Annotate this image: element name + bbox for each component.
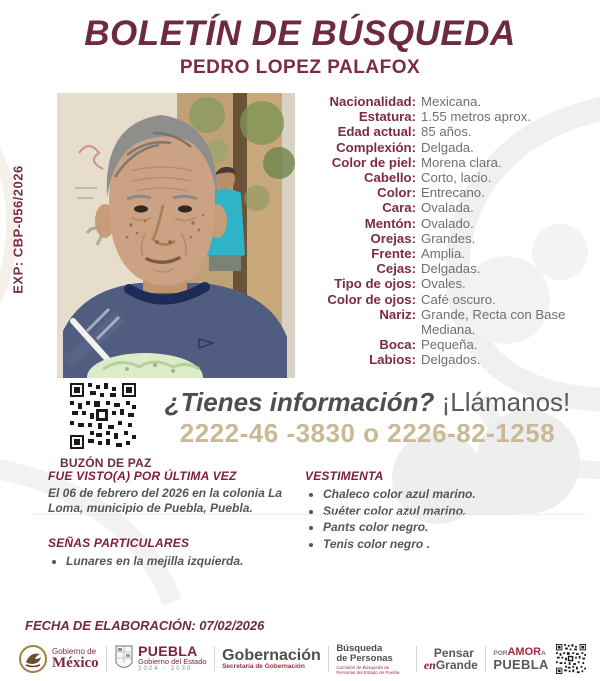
attribute-label: Tipo de ojos: bbox=[334, 276, 416, 292]
attribute-label: Color: bbox=[377, 185, 416, 201]
attribute-row bbox=[300, 292, 588, 307]
gobierno-mexico-logo bbox=[18, 644, 99, 674]
gobernacion-sub: Secretaría de Gobernación bbox=[222, 662, 305, 670]
clothing-item: • Suéter color azul marino. bbox=[323, 503, 587, 520]
attribute-row bbox=[300, 94, 588, 109]
attribute-label: Nacionalidad: bbox=[329, 94, 416, 109]
attribute-value: Grandes. bbox=[421, 230, 476, 246]
contact-block bbox=[145, 388, 590, 447]
busqueda-personas-logo bbox=[336, 644, 408, 675]
clothing-heading: VESTIMENTA bbox=[305, 469, 384, 483]
logo-divider bbox=[214, 646, 215, 672]
attributes-list bbox=[300, 94, 588, 368]
attribute-row bbox=[300, 261, 588, 276]
busqueda-sub: Comisión de Búsqueda de Personas del Estado de Puebla bbox=[336, 664, 400, 675]
attribute-row bbox=[300, 185, 588, 200]
qr-code bbox=[70, 383, 136, 449]
pensar-en-word: en bbox=[423, 657, 436, 672]
gobernacion-name: Gobernación bbox=[222, 646, 321, 664]
attribute-label: Color de ojos: bbox=[327, 291, 416, 307]
puebla-logo-name: PUEBLA bbox=[138, 643, 198, 659]
attribute-row bbox=[300, 307, 588, 337]
attribute-value: Entrecano. bbox=[421, 185, 485, 201]
amor-puebla-word: PUEBLA bbox=[493, 657, 549, 672]
attribute-label: Cejas: bbox=[376, 261, 416, 277]
attribute-label: Frente: bbox=[371, 246, 416, 262]
mexico-eagle-icon bbox=[18, 644, 48, 674]
attribute-value: Amplia. bbox=[421, 246, 465, 262]
puebla-logo-years: 2024 - 2030 bbox=[138, 666, 193, 672]
busqueda-name-line2: de Personas bbox=[336, 652, 393, 664]
attribute-value: Corto, lacio. bbox=[421, 170, 492, 186]
puebla-gobierno-logo bbox=[114, 645, 206, 673]
contact-question: ¿Tienes información? bbox=[164, 387, 435, 417]
attribute-row bbox=[300, 352, 588, 367]
missing-person-photo bbox=[57, 93, 295, 378]
clothing-item: • Pants color negro. bbox=[323, 519, 587, 536]
mexico-logo-name: México bbox=[52, 654, 99, 671]
page-title: BOLETÍN DE BÚSQUEDA bbox=[84, 14, 516, 53]
attribute-row bbox=[300, 109, 588, 124]
attribute-value: Grande, Recta con Base Mediana. bbox=[421, 306, 566, 338]
busqueda-name-line1: Búsqueda bbox=[336, 642, 383, 654]
clothing-block bbox=[305, 469, 587, 552]
attribute-value: Pequeña. bbox=[421, 337, 478, 353]
last-seen-text: El 06 de febrero del 2026 en la colonia La Loma, municipio de Puebla, Puebla. bbox=[48, 486, 283, 515]
attribute-value: Delgados. bbox=[421, 352, 481, 368]
attribute-value: Delgada. bbox=[421, 139, 474, 155]
last-seen-block bbox=[48, 469, 300, 516]
elaboration-date: FECHA DE ELABORACIÓN: 07/02/2026 bbox=[25, 618, 265, 633]
particular-signs-block bbox=[48, 536, 308, 570]
attribute-row bbox=[300, 337, 588, 352]
attribute-row bbox=[300, 216, 588, 231]
attribute-label: Cabello: bbox=[363, 170, 416, 186]
amor-amor-word: AMOR bbox=[507, 646, 542, 658]
attribute-label: Cara: bbox=[382, 200, 416, 216]
mexico-logo-top: Gobierno de bbox=[52, 646, 97, 656]
attribute-value: Delgadas. bbox=[421, 261, 481, 277]
attribute-label: Boca: bbox=[379, 337, 416, 353]
attribute-row bbox=[300, 200, 588, 215]
attribute-label: Complexión: bbox=[336, 139, 416, 155]
contact-qr-block bbox=[60, 383, 152, 470]
attribute-value: 1.55 metros aprox. bbox=[421, 109, 531, 125]
attribute-value: Ovalado. bbox=[421, 215, 474, 231]
section-divider bbox=[30, 514, 585, 515]
attribute-row bbox=[300, 124, 588, 139]
attribute-row bbox=[300, 276, 588, 291]
pensar-word: Pensar bbox=[433, 645, 474, 660]
puebla-shield-icon bbox=[114, 645, 134, 673]
logo-divider bbox=[485, 646, 486, 672]
missing-person-name: PEDRO LOPEZ PALAFOX bbox=[179, 57, 421, 78]
por-amor-a-puebla-logo bbox=[493, 647, 548, 671]
particular-signs-heading: SEÑAS PARTICULARES bbox=[48, 536, 190, 550]
puebla-logo-sub: Gobierno del Estado bbox=[138, 657, 207, 666]
attribute-row bbox=[300, 170, 588, 185]
attribute-value: Café oscuro. bbox=[421, 291, 496, 307]
logo-divider bbox=[106, 646, 107, 672]
last-seen-heading: FUE VISTO(A) POR ÚLTIMA VEZ bbox=[48, 469, 237, 483]
clothing-item: • Tenis color negro . bbox=[323, 536, 587, 553]
attribute-label: Mentón: bbox=[364, 215, 416, 231]
attribute-row bbox=[300, 231, 588, 246]
attribute-label: Orejas: bbox=[370, 230, 416, 246]
pensar-en-grande-logo bbox=[423, 645, 478, 672]
attribute-value: Morena clara. bbox=[421, 154, 502, 170]
amor-a-word: A bbox=[541, 650, 546, 657]
attribute-label: Edad actual: bbox=[337, 124, 416, 140]
footer-qr-code bbox=[556, 644, 586, 674]
attribute-row bbox=[300, 155, 588, 170]
amor-por-word: POR bbox=[493, 650, 508, 657]
expediente-number: EXP: CBP-056/2026 bbox=[10, 165, 26, 294]
attribute-value: Mexicana. bbox=[421, 94, 482, 109]
attribute-value: Ovales. bbox=[421, 276, 466, 292]
phone-numbers: 2222-46 -3830 o 2226-82-1258 bbox=[179, 418, 556, 448]
attribute-label: Labios: bbox=[369, 352, 416, 368]
attribute-label: Nariz: bbox=[379, 306, 416, 322]
qr-caption: BUZÓN DE PAZ bbox=[60, 456, 152, 470]
particular-sign-item: • Lunares en la mejilla izquierda. bbox=[66, 553, 308, 570]
gobernacion-logo bbox=[222, 648, 321, 671]
footer-logo-strip bbox=[18, 640, 586, 678]
logo-divider bbox=[328, 646, 329, 672]
pensar-grande-word: Grande bbox=[435, 657, 478, 672]
attribute-label: Color de piel: bbox=[331, 154, 416, 170]
clothing-item: • Chaleco color azul marino. bbox=[323, 486, 587, 503]
contact-call-to-action: ¡Llámanos! bbox=[441, 387, 571, 417]
logo-divider bbox=[416, 646, 417, 672]
attribute-row bbox=[300, 246, 588, 261]
attribute-value: 85 años. bbox=[421, 124, 472, 140]
attribute-value: Ovalada. bbox=[421, 200, 474, 216]
attribute-row bbox=[300, 140, 588, 155]
attribute-label: Estatura: bbox=[358, 109, 416, 125]
